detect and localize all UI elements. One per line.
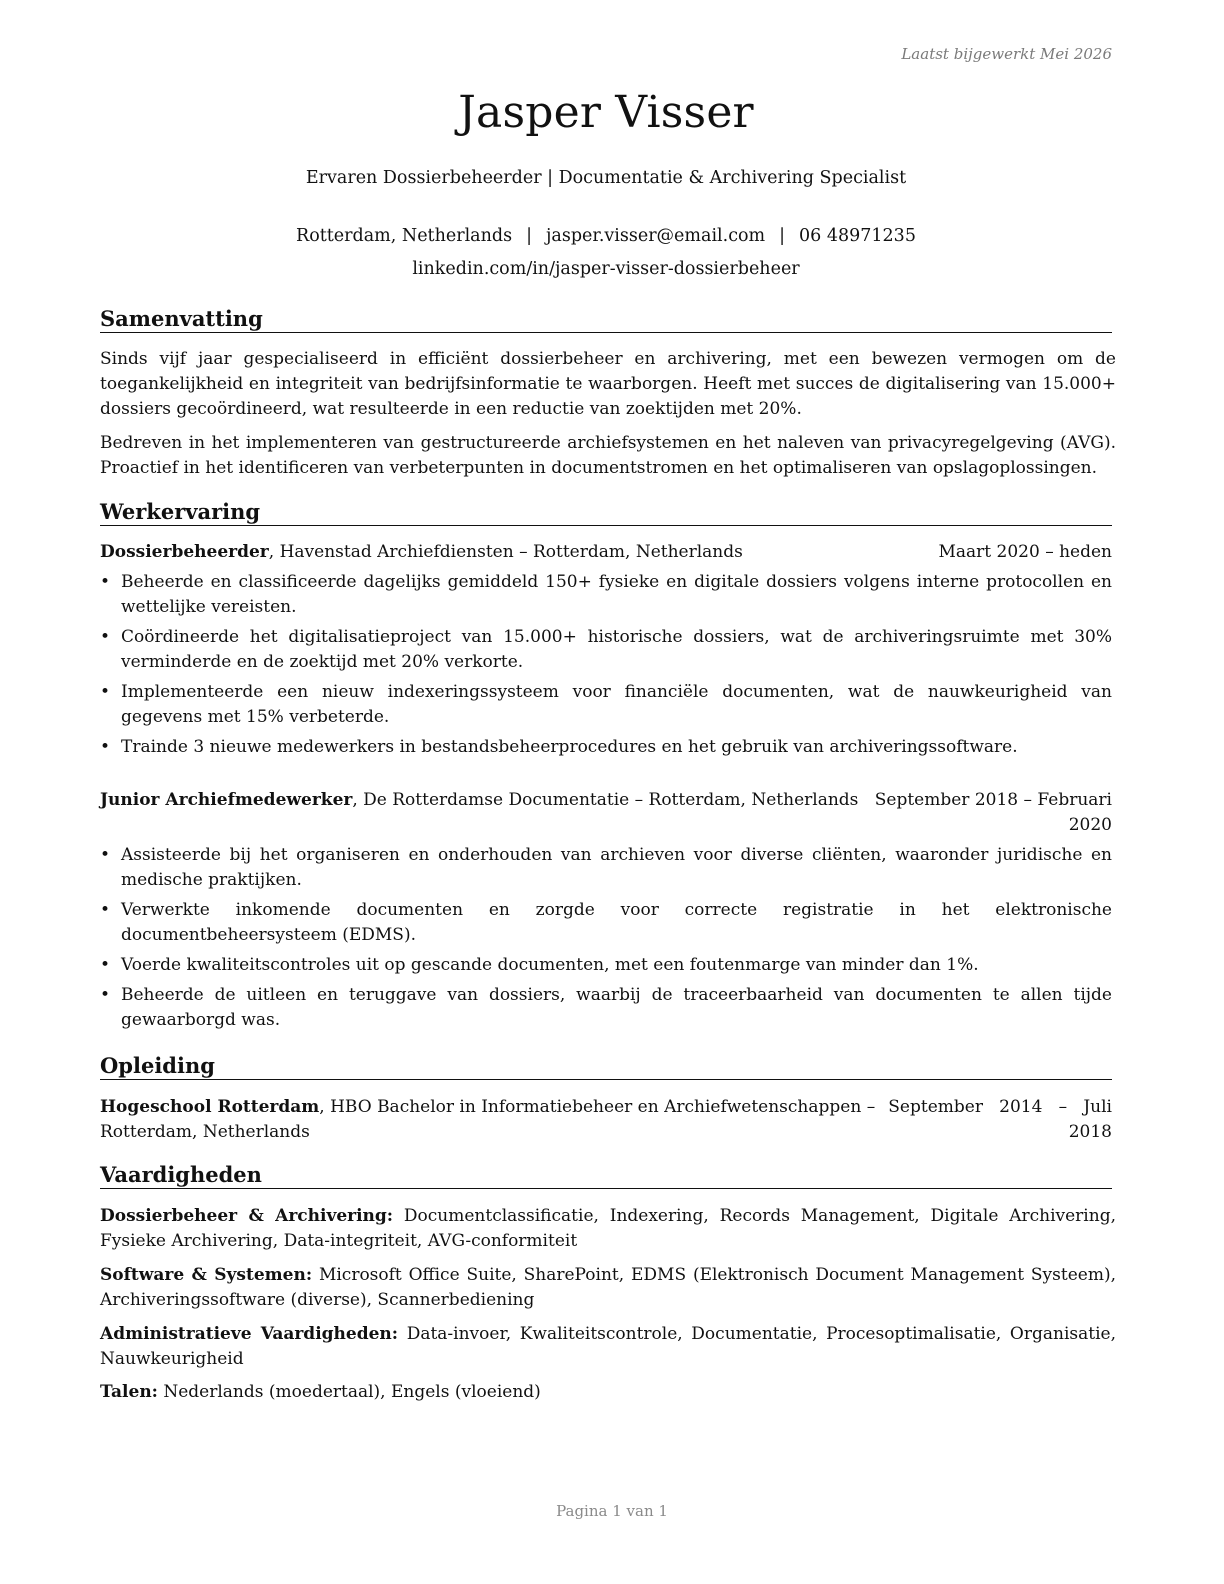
skill-row [100, 1263, 1116, 1313]
list-item: • Assisteerde bij het organiseren en onderhouden van archieven voor diverse cliënten, waaronder juridische en medische praktijken. [100, 843, 1112, 893]
job-dates-start: September 2018 – Februari [874, 790, 1112, 810]
summary-paragraph-1: Sinds vijf jaar gespecialiseerd in efficiënt dossierbeheer en archivering, met een bewezen vermogen om de toegankelijkheid en integriteit van bedrijfsinformatie te waarborgen. Heeft met succes de digitalisering van 15.000+ dossiers gecoördineerd, wat resulteerde in een reductie van zoektijden met 20%. [100, 349, 1116, 419]
skill-text: Nederlands (moedertaal), Engels (vloeiend) [157, 1382, 541, 1402]
job-dates [875, 788, 1112, 838]
summary-paragraph-2: Bedreven in het implementeren van gestructureerde archiefsystemen en het naleven van privacyregelgeving (AVG). Proactief in het identificeren van verbeterpunten in documentstromen en het optimaliseren van opslagoplossingen. [100, 433, 1116, 478]
education-dates-start: September 2014 – Juli [888, 1097, 1112, 1117]
section-title-education: Opleiding [100, 1053, 1112, 1080]
list-item: • Beheerde en classificeerde dagelijks gemiddeld 150+ fysieke en digitale dossiers volgens interne protocollen en wettelijke vereisten. [100, 570, 1112, 620]
candidate-name: Jasper Visser [458, 87, 754, 138]
skill-label: Talen: [100, 1382, 158, 1402]
job-heading [100, 788, 1112, 838]
contact-separator: | [526, 226, 532, 246]
education-dates-end: 2018 [1068, 1122, 1112, 1142]
job-role: Junior Archiefmedewerker [100, 790, 353, 810]
contact-location: Rotterdam, Netherlands [296, 226, 513, 246]
contact-separator: | [779, 226, 786, 246]
job-bullet-list [100, 843, 1112, 1038]
list-item: • Trainde 3 nieuwe medewerkers in bestandsbeheerprocedures en het gebruik van archiveringssoftware. [100, 735, 1112, 760]
section-title-experience: Werkervaring [100, 499, 1112, 526]
skill-row [100, 1204, 1116, 1254]
skill-text: Data-invoer, Kwaliteitscontrole, Documentatie, Procesoptimalisatie, Organisatie, Nauwkeurigheid [100, 1324, 1116, 1369]
job-role: Dossierbeheerder [100, 542, 269, 562]
skill-text: Documentclassificatie, Indexering, Records Management, Digitale Archivering, Fysieke Archivering, Data-integriteit, AVG-conformiteit [100, 1206, 1116, 1251]
section-title-summary: Samenvatting [100, 306, 1112, 333]
education-location: Rotterdam, Netherlands [100, 1122, 310, 1142]
skill-row [100, 1322, 1116, 1372]
job-company: , Havenstad Archiefdiensten – Rotterdam, Netherlands [268, 542, 743, 562]
education-dates [888, 1095, 1112, 1145]
job-dates: Maart 2020 – heden [938, 542, 1112, 562]
list-item: • Beheerde de uitleen en teruggave van dossiers, waarbij de traceerbaarheid van documenten te allen tijde gewaarborgd was. [100, 983, 1112, 1033]
skill-label: Software & Systemen: [100, 1265, 313, 1285]
skill-row [100, 1380, 1116, 1405]
job-bullet-list [100, 570, 1112, 765]
contact-linkedin[interactable]: linkedin.com/in/jasper-visser-dossierbeheer [412, 259, 800, 279]
skill-label: Administratieve Vaardigheden: [100, 1324, 399, 1344]
tagline: Ervaren Dossierbeheerder | Documentatie & Archivering Specialist [305, 168, 907, 188]
skill-text: Microsoft Office Suite, SharePoint, EDMS (Elektronisch Document Management Systeem), Archiveringssoftware (diverse), Scannerbediening [100, 1265, 1116, 1310]
list-item: • Voerde kwaliteitscontroles uit op gescande documenten, met een foutenmarge van minder dan 1%. [100, 953, 1112, 978]
skill-label: Dossierbeheer & Archivering: [100, 1206, 394, 1226]
contact-email[interactable]: jasper.visser@email.com [545, 226, 766, 246]
education-school: Hogeschool Rotterdam [100, 1097, 320, 1117]
list-item: • Verwerkte inkomende documenten en zorgde voor correcte registratie in het elektronische documentbeheersysteem (EDMS). [100, 898, 1112, 948]
contact-block [100, 220, 1112, 286]
job-dates-end: 2020 [1068, 815, 1112, 835]
education-degree: , HBO Bachelor in Informatiebeheer en Archiefwetenschappen – [319, 1097, 876, 1117]
education-entry [100, 1095, 1112, 1145]
list-item: • Implementeerde een nieuw indexeringssysteem voor financiële documenten, wat de nauwkeurigheid van gegevens met 15% verbeterde. [100, 680, 1112, 730]
job-heading [100, 540, 1112, 565]
page-number: Pagina 1 van 1 [556, 1502, 668, 1520]
contact-phone[interactable]: 06 48971235 [799, 226, 916, 246]
job-company: , De Rotterdamse Documentatie – Rotterdam, Netherlands [352, 790, 859, 810]
last-updated: Laatst bijgewerkt Mei 2026 [901, 45, 1112, 63]
list-item: • Coördineerde het digitalisatieproject van 15.000+ historische dossiers, wat de archiveringsruimte met 30% verminderde en de zoektijd met 20% verkorte. [100, 625, 1112, 675]
section-title-skills: Vaardigheden [100, 1162, 1112, 1189]
